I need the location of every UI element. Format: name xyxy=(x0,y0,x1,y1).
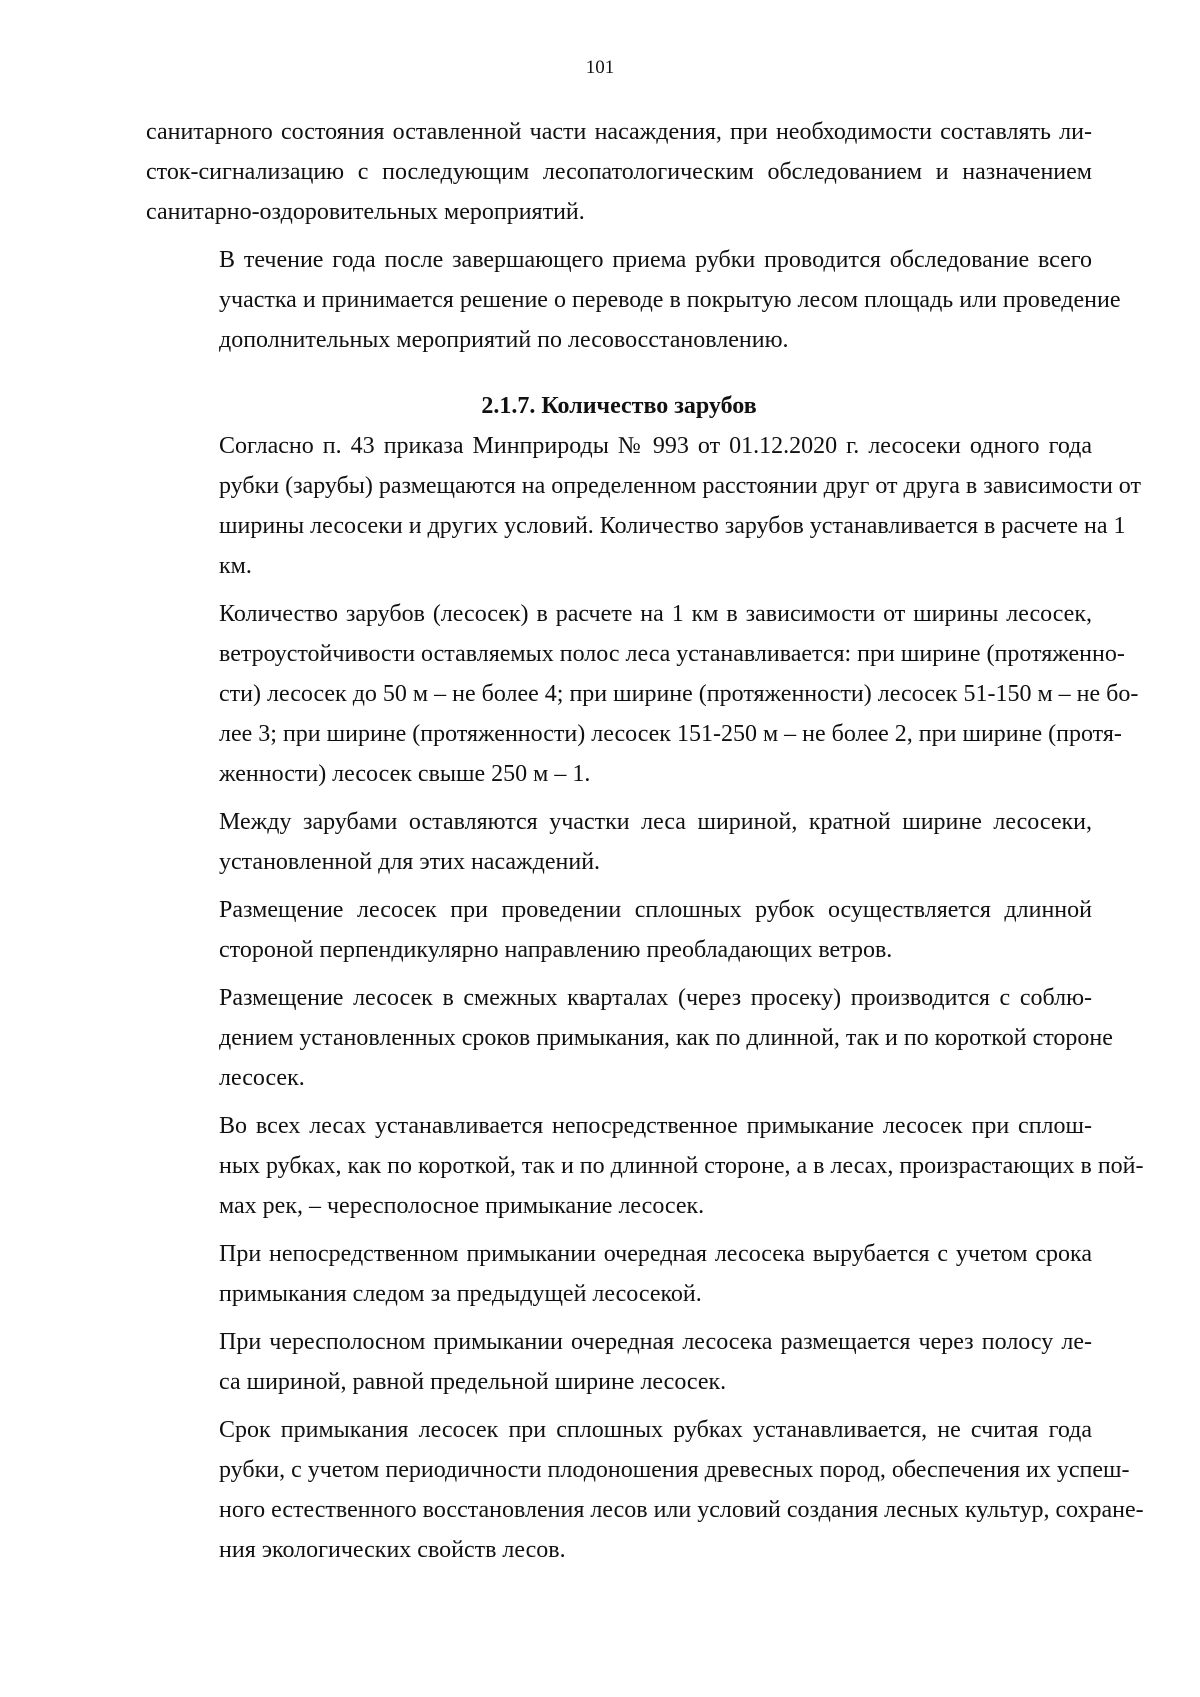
text-line: Размещение лесосек в смежных кварталах (через просеку) производится с соблю- xyxy=(219,985,1092,1011)
text-line: санитарно-оздоровительных мероприятий. xyxy=(146,199,585,225)
text-line: лее 3; при ширине (протяженности) лесосек 151-250 м – не более 2, при ширине (протя- xyxy=(219,721,1122,747)
intro-paragraphs xyxy=(146,112,1121,360)
text-line: Размещение лесосек при проведении сплошных рубок осуществляется длинной xyxy=(219,897,1092,923)
text-line: Согласно п. 43 приказа Минприроды № 993 от 01.12.2020 г. лесосеки одного года xyxy=(219,433,1092,459)
document-body xyxy=(146,112,1144,1578)
text-line: км. xyxy=(219,553,252,579)
paragraph xyxy=(146,978,1113,1098)
paragraph xyxy=(146,1106,1144,1226)
section-heading: 2.1.7. Количество зарубов xyxy=(481,393,757,419)
text-line: примыкания следом за предыдущей лесосекой. xyxy=(219,1281,702,1307)
paragraph xyxy=(146,426,1141,586)
text-line: сти) лесосек до 50 м – не более 4; при ширине (протяженности) лесосек 51-150 м – не бо- xyxy=(219,681,1139,707)
paragraph xyxy=(146,1410,1144,1570)
text-line: участка и принимается решение о переводе в покрытую лесом площадь или проведение xyxy=(219,287,1121,313)
paragraph xyxy=(146,240,1121,360)
text-line: Во всех лесах устанавливается непосредственное примыкание лесосек при сплош- xyxy=(219,1113,1092,1139)
section-paragraphs xyxy=(146,426,1144,1570)
text-line: ных рубках, как по короткой, так и по длинной стороне, а в лесах, произрастающих в пой- xyxy=(219,1153,1144,1179)
text-line: стороной перпендикулярно направлению преобладающих ветров. xyxy=(219,937,893,963)
text-line: ширины лесосеки и других условий. Количество зарубов устанавливается в расчете на 1 xyxy=(219,513,1126,539)
text-line: В течение года после завершающего приема рубки проводится обследование всего xyxy=(219,247,1092,273)
paragraph xyxy=(146,1322,1092,1402)
text-line: дополнительных мероприятий по лесовосстановлению. xyxy=(219,327,789,353)
text-line: ного естественного восстановления лесов или условий создания лесных культур, сохране- xyxy=(219,1497,1144,1523)
text-line: установленной для этих насаждений. xyxy=(219,849,601,875)
text-line: лесосек. xyxy=(219,1065,305,1091)
paragraph xyxy=(146,890,1092,970)
text-line: сток-сигнализацию с последующим лесопатологическим обследованием и назначением xyxy=(146,159,1092,185)
paragraph xyxy=(146,112,1092,232)
paragraph xyxy=(146,594,1139,794)
text-line: Срок примыкания лесосек при сплошных рубках устанавливается, не считая года xyxy=(219,1417,1092,1443)
text-line: Между зарубами оставляются участки леса шириной, кратной ширине лесосеки, xyxy=(219,809,1092,835)
page-number: 101 xyxy=(585,57,615,78)
text-line: санитарного состояния оставленной части насаждения, при необходимости составлять ли- xyxy=(146,119,1092,145)
text-line: При чересполосном примыкании очередная лесосека размещается через полосу ле- xyxy=(219,1329,1092,1355)
text-line: При непосредственном примыкании очередная лесосека вырубается с учетом срока xyxy=(219,1241,1092,1267)
paragraph xyxy=(146,802,1092,882)
paragraph xyxy=(146,1234,1092,1314)
text-line: ветроустойчивости оставляемых полос леса устанавливается: при ширине (протяженно- xyxy=(219,641,1125,667)
text-line: мах рек, – чересполосное примыкание лесосек. xyxy=(219,1193,705,1219)
text-line: ния экологических свойств лесов. xyxy=(219,1537,566,1563)
text-line: дением установленных сроков примыкания, как по длинной, так и по короткой стороне xyxy=(219,1025,1113,1051)
text-line: рубки, с учетом периодичности плодоношения древесных пород, обеспечения их успеш- xyxy=(219,1457,1130,1483)
text-line: Количество зарубов (лесосек) в расчете на 1 км в зависимости от ширины лесосек, xyxy=(219,601,1092,627)
text-line: са шириной, равной предельной ширине лесосек. xyxy=(219,1369,727,1395)
text-line: женности) лесосек свыше 250 м – 1. xyxy=(219,761,591,787)
text-line: рубки (зарубы) размещаются на определенном расстоянии друг от друга в зависимости от xyxy=(219,473,1141,499)
